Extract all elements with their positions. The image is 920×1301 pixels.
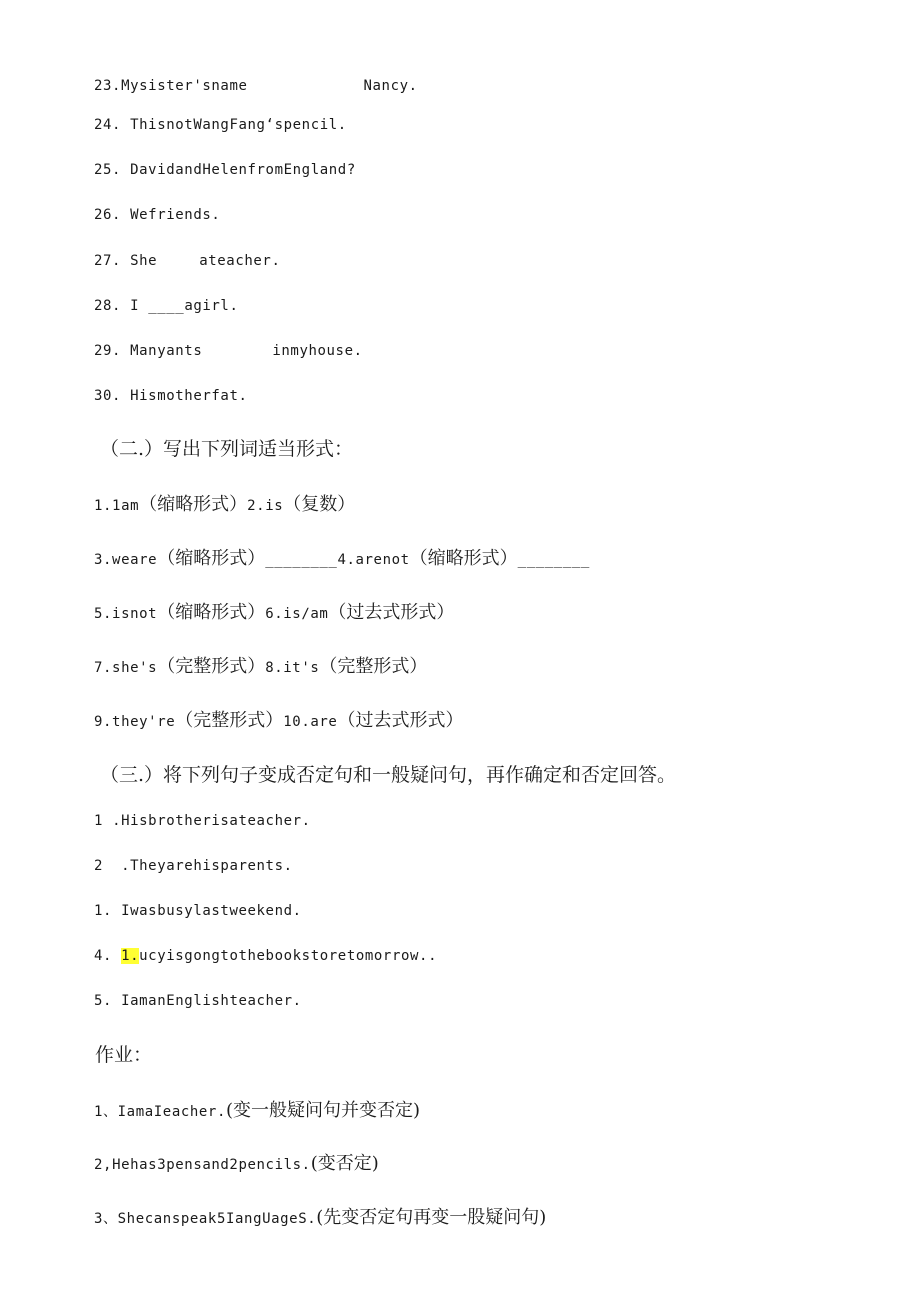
item-number: 27. [94, 253, 122, 269]
item-text: Manyants [130, 343, 203, 359]
item-number: 24. [94, 117, 122, 133]
item-text: Hismotherfat. [130, 388, 248, 404]
item-text: Shecanspeak5IangUageS. [117, 1211, 317, 1227]
exercise-item-25 [94, 162, 356, 178]
form-instruction: （缩略形式） [157, 602, 266, 623]
exercise-item-27 [94, 253, 280, 269]
item-text: ucyisgongtothebookstoretomorrow.. [139, 948, 438, 964]
exercise-item-24 [94, 117, 347, 133]
form-instruction: （缩略形式） [139, 494, 248, 515]
item-text: Iwasbusylastweekend. [121, 903, 302, 919]
item-number: 29. [94, 343, 122, 359]
exercise-item-26 [94, 207, 220, 223]
sentence-item-1 [94, 813, 311, 829]
item-text: Wefriends. [130, 207, 221, 223]
item-instruction: (变否定) [310, 1153, 379, 1174]
item-number: 5. [94, 993, 113, 1009]
item-number: 4. [94, 948, 113, 964]
item-instruction: (先变否定句再变一股疑问句) [316, 1207, 547, 1228]
item-text: DavidandHelenfromEngland? [130, 162, 356, 178]
item-number: 2 [94, 858, 104, 874]
item-text: .Hisbrotherisateacher. [112, 813, 311, 829]
item-number: 26. [94, 207, 122, 223]
sentence-item-4 [94, 948, 437, 964]
word-prompt: 7.she's [94, 660, 158, 676]
item-text-tail: agirl. [184, 298, 239, 314]
form-instruction: （过去式形式） [337, 710, 464, 731]
answer-blank: ________ [517, 552, 590, 568]
exercise-item-23 [94, 78, 418, 94]
answer-blank: ____ [148, 298, 185, 314]
item-text: .Theyarehisparents. [121, 858, 293, 874]
word-prompt: 6.is∕am [265, 606, 329, 622]
item-text: Mysister'sname [121, 78, 248, 94]
section-heading-2: （二.）写出下列词适当形式： [100, 438, 354, 460]
word-prompt: 5.isnot [94, 606, 158, 622]
item-number: 25. [94, 162, 122, 178]
item-text: She [130, 253, 158, 269]
word-prompt: 1.1am [94, 498, 140, 514]
word-form-row-1 [94, 490, 355, 516]
item-text-tail: Nancy. [363, 78, 418, 94]
section-heading-3: （三.）将下列句子变成否定句和一般疑问句，再作确定和否定回答。 [100, 764, 677, 786]
item-text-tail: ateacher. [199, 253, 281, 269]
sentence-item-5 [94, 993, 302, 1009]
sentence-item-2 [94, 858, 293, 874]
item-number: 1 [94, 813, 104, 829]
item-number: 23. [94, 78, 122, 94]
homework-item-3 [94, 1203, 546, 1229]
item-text: I [130, 298, 140, 314]
word-prompt: 10.are [283, 714, 338, 730]
item-number: 1. [94, 903, 113, 919]
item-text: Hehas3pensand2pencils. [112, 1157, 311, 1173]
form-instruction: （复数） [283, 494, 356, 515]
word-form-row-3 [94, 598, 454, 624]
item-text: ThisnotWangFang‘spencil. [130, 117, 347, 133]
form-instruction: （完整形式） [175, 710, 284, 731]
answer-blank: ________ [265, 552, 338, 568]
exercise-item-28 [94, 298, 239, 314]
item-text-tail: inmyhouse. [272, 343, 363, 359]
word-form-row-4 [94, 652, 427, 678]
item-instruction: (变一般疑问句并变否定) [226, 1100, 421, 1121]
homework-item-2 [94, 1149, 379, 1175]
word-prompt: 9.they're [94, 714, 176, 730]
form-instruction: （缩略形式） [409, 548, 518, 569]
exercise-item-30 [94, 388, 248, 404]
homework-heading: 作业： [95, 1044, 153, 1066]
item-number: 1、 [94, 1104, 118, 1120]
word-prompt: 3.weare [94, 552, 158, 568]
word-prompt: 8.it's [265, 660, 320, 676]
highlighted-text: 1. [121, 948, 140, 964]
item-text: IamanEnglishteacher. [121, 993, 302, 1009]
sentence-item-3 [94, 903, 302, 919]
word-form-row-2 [94, 544, 590, 570]
item-number: 3、 [94, 1211, 118, 1227]
form-instruction: （过去式形式） [328, 602, 455, 623]
item-number: 28. [94, 298, 122, 314]
exercise-item-29 [94, 343, 363, 359]
homework-item-1 [94, 1096, 420, 1122]
word-prompt: 2.is [247, 498, 284, 514]
form-instruction: （完整形式） [319, 656, 428, 677]
item-text: IamaIeacher. [117, 1104, 226, 1120]
word-prompt: 4.arenot [337, 552, 410, 568]
item-number: 2, [94, 1157, 113, 1173]
form-instruction: （完整形式） [157, 656, 266, 677]
item-number: 30. [94, 388, 122, 404]
word-form-row-5 [94, 706, 463, 732]
form-instruction: （缩略形式） [157, 548, 266, 569]
